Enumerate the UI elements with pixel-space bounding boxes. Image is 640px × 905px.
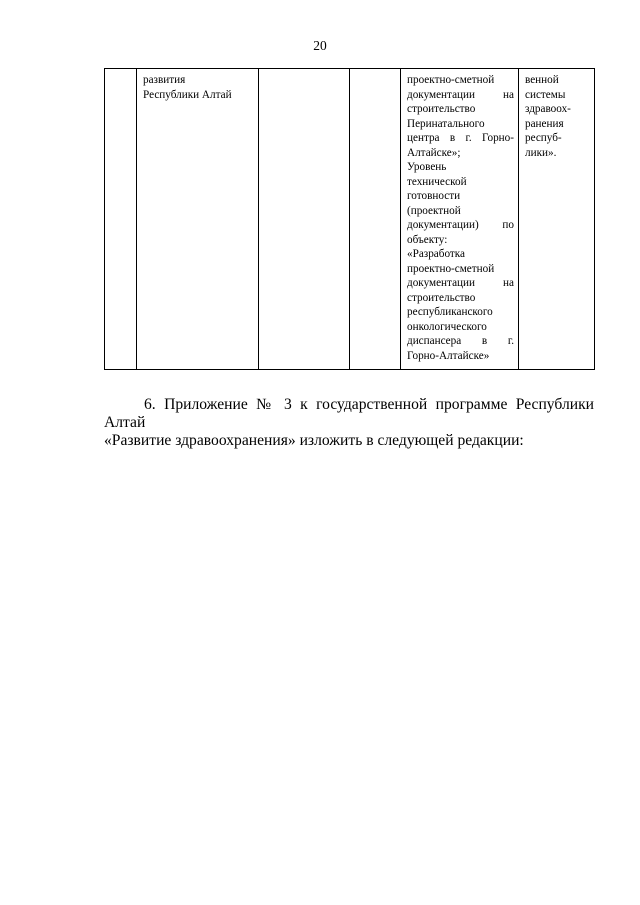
cell-line: республиканского bbox=[407, 306, 493, 318]
table-cell-empty bbox=[259, 69, 350, 370]
table-cell-empty bbox=[350, 69, 401, 370]
cell-line: строительство bbox=[407, 103, 476, 115]
table-row bbox=[105, 69, 595, 370]
cell-line: технической bbox=[407, 175, 467, 188]
paragraph-line: 6. Приложение № 3 к государственной программе Республики Алтай bbox=[104, 396, 594, 431]
table-cell-indicators bbox=[401, 69, 519, 370]
cell-line: развития bbox=[143, 74, 186, 86]
cell-line: документации на bbox=[407, 277, 514, 289]
cell-line: строительство bbox=[407, 291, 476, 304]
cell-line: Уровень bbox=[407, 161, 447, 173]
cell-line: документации) по bbox=[407, 219, 514, 231]
cell-line: Перинатального bbox=[407, 117, 485, 130]
cell-line: здравоох- bbox=[525, 103, 571, 115]
cell-line: готовности bbox=[407, 190, 461, 202]
cell-line: диспансера в г. bbox=[407, 335, 514, 347]
cell-line: лики». bbox=[525, 146, 557, 159]
cell-line: «Разработка bbox=[407, 248, 466, 260]
cell-line: (проектной bbox=[407, 204, 461, 217]
cell-line: центра в г. Горно- bbox=[407, 132, 514, 144]
cell-line: документации на bbox=[407, 88, 514, 101]
table-cell-program-name bbox=[137, 69, 259, 370]
cell-line: венной bbox=[525, 74, 559, 86]
cell-line: Алтайске»; bbox=[407, 146, 461, 159]
cell-line: ранения bbox=[525, 117, 564, 130]
cell-line: объекту: bbox=[407, 233, 448, 246]
cell-line: Горно-Алтайске» bbox=[407, 349, 490, 362]
table-cell-result bbox=[519, 69, 595, 370]
cell-line: проектно-сметной bbox=[407, 74, 495, 86]
page-number: 20 bbox=[313, 38, 327, 53]
table-cell-number bbox=[105, 69, 137, 370]
paragraph-line: «Развитие здравоохранения» изложить в следующей редакции: bbox=[104, 432, 524, 449]
cell-line: онкологического bbox=[407, 320, 487, 333]
amendment-paragraph bbox=[104, 396, 594, 450]
cell-line: проектно-сметной bbox=[407, 262, 495, 275]
cell-line: системы bbox=[525, 88, 566, 101]
program-table bbox=[104, 68, 595, 370]
cell-line: Республики Алтай bbox=[143, 88, 232, 101]
cell-line: респуб- bbox=[525, 132, 562, 144]
